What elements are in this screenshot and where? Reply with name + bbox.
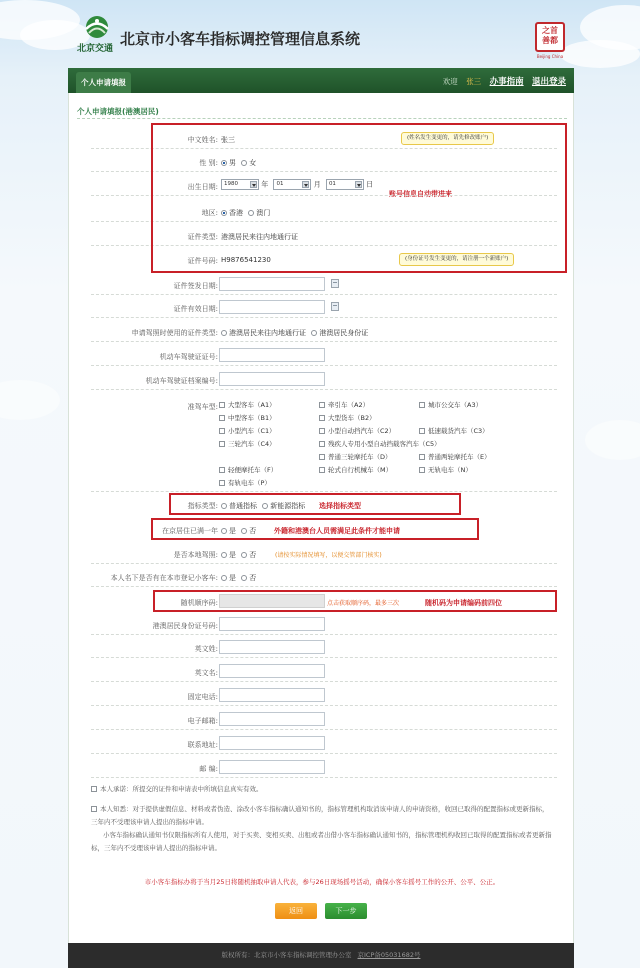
cloud-decoration: [585, 420, 640, 460]
birth-date-label: 出生日期:: [187, 183, 218, 191]
row-divider: [91, 586, 557, 587]
calendar-icon[interactable]: [331, 279, 339, 288]
license-class-label-text: 三轮汽车（C4）: [228, 440, 276, 448]
row-divider: [91, 317, 557, 318]
has-car-no-radio[interactable]: [241, 575, 247, 581]
hk-id-label: 港澳居民身份证号码:: [152, 622, 218, 630]
nav-user-area: [437, 75, 566, 87]
local-license-options: [221, 550, 256, 560]
row-divider: [91, 365, 557, 366]
local-license-note: (请按实际情况填写，以便交管部门核实): [275, 552, 382, 559]
issue-date-label: 证件签发日期:: [173, 282, 218, 290]
local-license-yes-label: 是: [229, 551, 236, 559]
surname-en-label: 英文姓:: [194, 645, 218, 653]
quota-type-highlight: [169, 493, 461, 515]
section-title: 个人申请填报(港澳居民): [77, 107, 159, 116]
quota-new-energy-label: 新能源指标: [270, 502, 306, 510]
section-divider: [77, 118, 567, 119]
acknowledge-text-2-row: [91, 829, 553, 855]
nav-bar: [68, 68, 574, 93]
checkbox[interactable]: [319, 467, 325, 473]
seal-text: 之首 善都: [542, 26, 558, 45]
given-en-input[interactable]: [219, 664, 325, 678]
hk-id-input[interactable]: [219, 617, 325, 631]
gender-label: 性 别:: [199, 159, 218, 167]
checkbox[interactable]: [219, 428, 225, 434]
id-number-label: 证件号码:: [187, 257, 218, 265]
email-label: 电子邮箱:: [187, 717, 218, 725]
license-class-label-text: 城市公交车（A3）: [428, 401, 483, 409]
license-file-input[interactable]: [219, 372, 325, 386]
address-label: 联系地址:: [187, 741, 218, 749]
license-class-item[interactable]: [319, 400, 369, 409]
has-car-no-label: 否: [249, 574, 257, 582]
row-issue-date: [69, 275, 575, 295]
birth-day-value: 01: [328, 181, 336, 187]
license-class-item[interactable]: [319, 426, 395, 435]
logout-link[interactable]: 退出登录: [531, 77, 566, 87]
checkbox[interactable]: [319, 402, 325, 408]
license-class-label-text: 有轨电车（P）: [228, 479, 271, 487]
license-id-permit-radio[interactable]: [221, 330, 227, 336]
license-class-item[interactable]: [219, 439, 276, 448]
account-info-highlight: [151, 123, 567, 273]
license-class-item[interactable]: [419, 465, 472, 474]
day-unit: 日: [366, 180, 374, 189]
promise-text: 本人承诺：所提交的证件和申请表中所填信息真实有效。: [100, 785, 263, 793]
icp-link[interactable]: 京ICP备05031682号: [357, 951, 421, 959]
chinese-name-label: 中文姓名:: [187, 136, 218, 144]
license-number-label: 机动车驾驶证证号:: [159, 353, 218, 361]
checkbox[interactable]: [319, 428, 325, 434]
license-class-label-text: 小型汽车（C1）: [228, 427, 276, 435]
row-surname-en: [69, 638, 575, 658]
quota-type-note: 选择指标类型: [319, 502, 361, 510]
residence-highlight: [151, 518, 479, 540]
license-class-item[interactable]: [219, 478, 271, 487]
residence-no-label: 否: [249, 527, 257, 535]
license-id-type-options: [221, 328, 368, 338]
row-divider: [91, 753, 557, 754]
month-unit: 月: [313, 180, 321, 189]
license-class-item[interactable]: [419, 400, 482, 409]
checkbox[interactable]: [219, 480, 225, 486]
license-class-label-text: 大型客车（A1）: [228, 401, 276, 409]
cloud-decoration: [0, 380, 60, 420]
quota-type-label: 指标类型:: [187, 502, 218, 510]
region-macau-label: 澳门: [256, 209, 271, 217]
region-label: 地区:: [201, 209, 218, 217]
row-divider: [91, 341, 557, 342]
license-id-type-label: 申请驾照时使用的证件类型:: [131, 329, 218, 337]
id-type-label: 证件类型:: [187, 233, 218, 241]
license-class-label-text: 无轨电车（N）: [428, 466, 472, 474]
calendar-icon[interactable]: [331, 302, 339, 311]
row-valid-date: [69, 298, 575, 318]
row-license-number: [69, 346, 575, 366]
checkbox[interactable]: [219, 402, 225, 408]
row-divider: [91, 491, 557, 492]
random-code-highlight: [153, 590, 557, 612]
license-class-label-text: 轮式自行机械车（M）: [328, 466, 393, 474]
checkbox[interactable]: [419, 428, 425, 434]
row-local-license: [69, 544, 575, 564]
local-license-label: 是否本地驾照:: [173, 551, 218, 559]
year-unit: 年: [261, 180, 269, 189]
row-email: [69, 710, 575, 730]
license-class-item[interactable]: [419, 452, 491, 461]
row-license-file: [69, 370, 575, 390]
beijing-seal-logo: [535, 22, 565, 52]
acknowledge-checkbox[interactable]: [91, 806, 97, 812]
license-id-permit-label: 港澳居民来往内地通行证: [229, 329, 306, 337]
row-has-car: [69, 567, 575, 587]
license-class-item[interactable]: [319, 452, 392, 461]
license-class-item[interactable]: [319, 413, 376, 422]
promise-checkbox[interactable]: [91, 786, 97, 792]
valid-date-input[interactable]: [219, 300, 325, 314]
row-given-en: [69, 662, 575, 682]
birth-year-value: 1980: [224, 181, 238, 187]
auto-fill-note: 账号信息自动带进来: [389, 190, 452, 198]
tab-personal-application[interactable]: 个人申请填报: [76, 72, 131, 93]
next-button[interactable]: 下一步: [325, 903, 367, 919]
local-license-yes-radio[interactable]: [221, 552, 227, 558]
acknowledge-text-1: 本人知悉：对于提供虚假信息、材料或者伪造、涂改小客车指标确认通知书的，指标管理机构取消该申请人的申请资格，收回已取得的配置指标或更新指标，三年内不受理该申请人提出的指标申请。: [91, 805, 549, 826]
row-divider: [91, 389, 557, 390]
row-divider: [91, 729, 557, 730]
license-class-label-text: 普通两轮摩托车（E）: [428, 453, 491, 461]
acknowledge-text-2: 小客车指标确认通知书仅限指标所有人使用，对于买卖、变相买卖、出租或者出借小客车指标确认通知书的，指标管理机构收回已取得的配置指标或者更新指标，三年内不受理该申请人提出的指标申请。: [91, 831, 552, 852]
current-user: 张三: [466, 77, 482, 86]
row-divider: [91, 294, 557, 295]
has-car-yes-radio[interactable]: [221, 575, 227, 581]
license-class-item[interactable]: [319, 439, 441, 448]
acknowledge-checkbox-row[interactable]: [91, 803, 553, 829]
residence-label: 在京居住已满一年: [162, 527, 218, 535]
name-change-tip: (姓名发生变更的，请先修改账户): [401, 132, 494, 145]
site-header: [0, 0, 640, 68]
checkbox[interactable]: [319, 441, 325, 447]
checkbox[interactable]: [219, 415, 225, 421]
id-number-value: H9876541230: [221, 256, 271, 264]
checkbox[interactable]: [319, 415, 325, 421]
lottery-notice: 市小客车指标办将于当月25日将随机抽取申请人代表，参与26日现场摇号活动，确保小客车摇号工作的公开、公平、公正。: [144, 878, 500, 886]
copyright-text: 版权所有：北京市小客车指标调控管理办公室: [221, 951, 352, 959]
row-address: [69, 734, 575, 754]
seal-subtext: Beijing China: [536, 54, 564, 59]
id-type-value: 港澳居民来往内地通行证: [221, 233, 298, 241]
license-class-label-text: 大型货车（B2）: [328, 414, 376, 422]
license-class-item[interactable]: [219, 413, 276, 422]
gender-female-label: 女: [249, 159, 257, 167]
row-divider: [91, 657, 557, 658]
row-phone: [69, 686, 575, 706]
row-license-class: [69, 396, 575, 492]
has-car-yes-label: 是: [229, 574, 236, 582]
license-class-label-text: 小型自动挡汽车（C2）: [328, 427, 396, 435]
local-license-no-label: 否: [249, 551, 257, 559]
license-class-label-text: 残疾人专用小型自动挡载客汽车（C5）: [328, 440, 441, 448]
get-random-code-link[interactable]: 点击获取顺序码，最多三次: [327, 600, 400, 607]
back-button[interactable]: 返回: [275, 903, 317, 919]
checkbox[interactable]: [419, 402, 425, 408]
phone-input[interactable]: [219, 688, 325, 702]
row-divider: [91, 705, 557, 706]
random-code-label: 随机顺序码:: [180, 599, 218, 607]
issue-date-input[interactable]: [219, 277, 325, 291]
logo-text: 北京交通: [77, 44, 114, 54]
row-divider: [91, 563, 557, 564]
postcode-label: 邮 编:: [199, 765, 218, 773]
welcome-text: 欢迎: [442, 77, 458, 86]
license-class-label-text: 轻便摩托车（F）: [228, 466, 278, 474]
checkbox[interactable]: [419, 454, 425, 460]
license-class-item[interactable]: [219, 465, 277, 474]
license-class-item[interactable]: [319, 465, 392, 474]
license-class-item[interactable]: [219, 426, 276, 435]
checkbox[interactable]: [319, 454, 325, 460]
system-title: 北京市小客车指标调控管理信息系统: [120, 30, 361, 48]
local-license-no-radio[interactable]: [241, 552, 247, 558]
row-hk-id: [69, 615, 575, 635]
row-postcode: [69, 758, 575, 778]
license-class-label-text: 牵引车（A2）: [328, 401, 370, 409]
license-file-label: 机动车驾驶证档案编号:: [145, 377, 218, 385]
license-id-hkid-radio[interactable]: [311, 330, 317, 336]
license-class-label: 准驾车型:: [187, 403, 218, 411]
residence-note: 外籍和港澳台人员需满足此条件才能申请: [274, 527, 400, 535]
site-footer: [68, 943, 574, 968]
residence-yes-label: 是: [229, 527, 236, 535]
id-change-tip: (身份证号发生变更的，请注册一个新账户): [399, 253, 514, 266]
row-divider: [91, 777, 557, 778]
given-en-label: 英文名:: [194, 669, 218, 677]
has-car-label: 本人名下是否有在本市登记小客车:: [110, 574, 218, 582]
help-guide-link[interactable]: 办事指南: [489, 77, 524, 87]
license-number-input[interactable]: [219, 348, 325, 362]
license-class-label-text: 中型客车（B1）: [228, 414, 276, 422]
chinese-name-value: 张三: [221, 136, 235, 144]
valid-date-label: 证件有效日期:: [173, 305, 218, 313]
row-license-id-type: [69, 322, 575, 342]
gender-male-label: 男: [229, 159, 236, 167]
random-code-note: 随机码为申请编码前四位: [425, 599, 502, 607]
postcode-input[interactable]: [219, 760, 325, 774]
row-divider: [91, 681, 557, 682]
checkbox[interactable]: [219, 441, 225, 447]
row-divider: [91, 634, 557, 635]
has-car-options: [221, 573, 256, 583]
checkbox[interactable]: [219, 467, 225, 473]
region-hk-label: 香港: [229, 209, 243, 217]
email-input[interactable]: [219, 712, 325, 726]
main-form-panel: [68, 93, 574, 943]
license-class-item[interactable]: [419, 426, 489, 435]
surname-en-input[interactable]: [219, 640, 325, 654]
license-class-item[interactable]: [219, 400, 276, 409]
address-input[interactable]: [219, 736, 325, 750]
license-id-hkid-label: 港澳居民身份证: [319, 329, 369, 337]
quota-normal-label: 普通指标: [229, 502, 257, 510]
phone-label: 固定电话:: [187, 693, 218, 701]
license-class-label-text: 普通三轮摩托车（D）: [328, 453, 392, 461]
beijing-transport-logo-icon: [80, 14, 114, 40]
checkbox[interactable]: [419, 467, 425, 473]
birth-month-value: 01: [276, 181, 284, 187]
promise-checkbox-row[interactable]: [91, 783, 553, 796]
license-class-label-text: 低速载货汽车（C3）: [428, 427, 489, 435]
